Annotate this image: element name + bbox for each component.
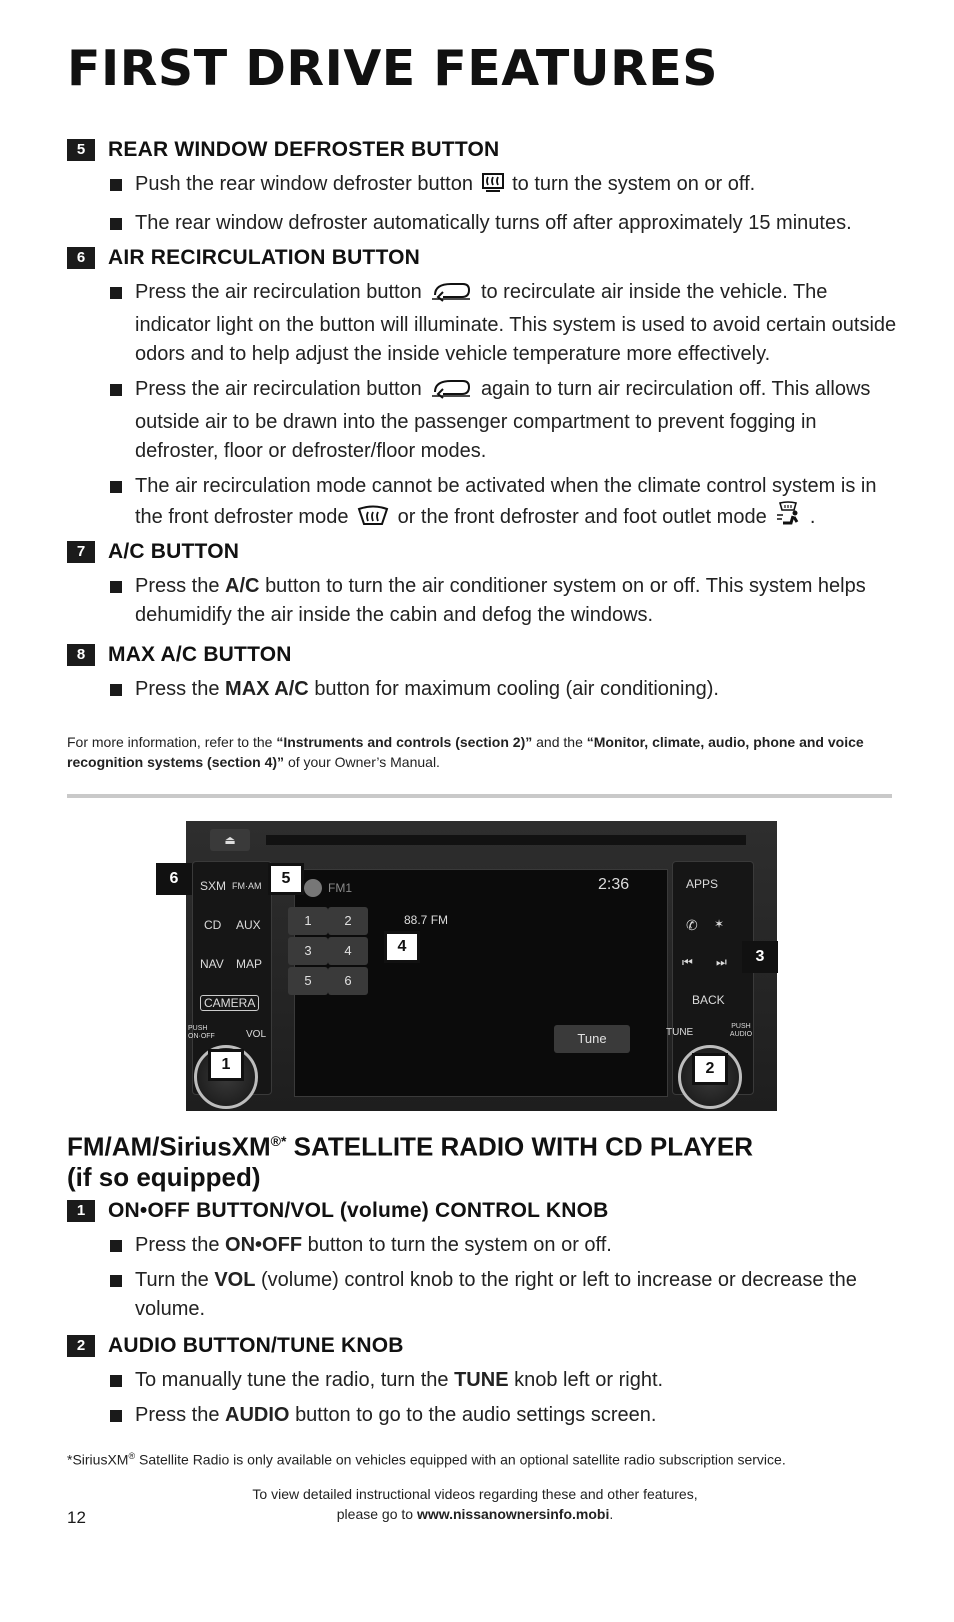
bullet-text: Press the <box>135 1404 220 1426</box>
section-audio-tune <box>67 1332 897 1436</box>
station-display: 88.7 FM <box>404 913 449 927</box>
footnote-text: *SiriusXM <box>67 1451 129 1468</box>
note-text: For more information, refer to the <box>67 734 273 750</box>
bullet-text: Press the air recirculation button <box>135 281 422 303</box>
bullet-square <box>110 1375 122 1387</box>
bullet-text: The rear window defroster automatically turns off after approximately 15 minutes. <box>135 212 852 234</box>
footer-text: please go to <box>336 1506 414 1522</box>
bullet-text: The air recirculation mode cannot be activated when the climate control system is in the front defroster mode <box>135 475 877 528</box>
list-item <box>67 278 897 369</box>
bullet-text: Push the rear window defroster button <box>135 173 473 195</box>
bullet-bold: MAX A/C <box>225 678 309 700</box>
section-badge: 6 <box>67 247 95 269</box>
camera-button[interactable]: CAMERA <box>200 995 259 1011</box>
section-max-ac <box>67 641 897 710</box>
bullet-text: . <box>809 506 816 528</box>
bullet-text: Press the <box>135 575 220 597</box>
page-title: FIRST DRIVE FEATURES <box>67 40 719 97</box>
list-item <box>67 472 897 536</box>
bullet-bold: AUDIO <box>225 1404 290 1426</box>
note-text: and the <box>536 734 583 750</box>
section-badge: 7 <box>67 541 95 563</box>
section-header <box>67 136 897 164</box>
bullet-text: or the front defroster and foot outlet mode <box>397 506 767 528</box>
radio-head-unit-figure <box>169 821 777 1111</box>
preset-4-button[interactable]: 4 <box>328 937 368 965</box>
heading-text: SATELLITE RADIO WITH CD PLAYER <box>286 1131 754 1162</box>
callout-2: 2 <box>692 1053 728 1085</box>
section-badge: 5 <box>67 139 95 161</box>
apps-button[interactable]: APPS <box>686 877 719 891</box>
voice-icon[interactable]: ✶ <box>714 917 725 931</box>
aux-button[interactable]: AUX <box>236 918 261 932</box>
vol-label: VOL <box>246 1029 267 1040</box>
bullet-square <box>110 179 122 191</box>
bullet-square <box>110 384 122 396</box>
list-item <box>67 572 897 630</box>
bullet-text: Press the air recirculation button <box>135 378 422 400</box>
tune-label: TUNE <box>666 1027 694 1038</box>
clock-display: 2:36 <box>598 876 630 893</box>
front-defroster-icon <box>356 505 390 536</box>
bullet-square <box>110 1240 122 1252</box>
bullet-text: again to turn air recirculation off. This allows outside air to be drawn into the passenger compartment to prevent fogging in defroster, floor or defroster/floor modes. <box>135 378 871 462</box>
callout-5: 5 <box>268 863 304 895</box>
list-item <box>67 170 897 203</box>
list-item <box>67 375 897 466</box>
footer-note <box>190 1484 760 1524</box>
list-item <box>67 1266 897 1324</box>
preset-2-button[interactable]: 2 <box>328 907 368 935</box>
radio-section-heading <box>67 1126 897 1192</box>
bullet-square <box>110 581 122 593</box>
list-item <box>67 1366 897 1395</box>
bullet-square <box>110 1275 122 1287</box>
bullet-square <box>110 287 122 299</box>
footer-url-link[interactable]: www.nissanownersinfo.mobi <box>416 1506 610 1522</box>
section-header <box>67 244 897 272</box>
preset-5-button[interactable]: 5 <box>288 967 328 995</box>
eject-button[interactable]: ⏏ <box>210 829 250 851</box>
note-reference: “Monitor, climate, audio, phone and voice recognition systems (section 4)” <box>67 734 864 770</box>
bullet-square <box>110 1410 122 1422</box>
push-audio-label: PUSH AUDIO <box>729 1023 753 1038</box>
radio-heading-line2: (if so equipped) <box>67 1161 261 1192</box>
fm-am-button[interactable]: FM·AM <box>232 881 262 891</box>
nav-button[interactable]: NAV <box>200 957 224 971</box>
bullet-bold: VOL <box>214 1269 256 1291</box>
divider <box>67 794 892 798</box>
seek-back-icon[interactable]: ⏮ <box>682 955 693 969</box>
section-title: AIR RECIRCULATION BUTTON <box>108 246 421 269</box>
bullet-text: (volume) control knob to the right or left to increase or decrease the volume. <box>135 1269 857 1320</box>
band-label: FM1 <box>328 881 352 895</box>
bullet-text: button for maximum cooling (air conditioning). <box>314 678 719 700</box>
bullet-text: button to go to the audio settings screen. <box>295 1404 657 1426</box>
section-title: AUDIO BUTTON/TUNE KNOB <box>108 1334 404 1357</box>
footer-text: . <box>609 1506 614 1522</box>
cd-button[interactable]: CD <box>204 918 222 932</box>
map-button[interactable]: MAP <box>236 957 263 971</box>
section-air-recirculation <box>67 244 897 542</box>
footnote-superscript: ® <box>128 1451 136 1461</box>
bullet-text: button to turn the system on or off. <box>307 1234 612 1256</box>
bullet-square <box>110 481 122 493</box>
section-header <box>67 1197 897 1225</box>
phone-icon[interactable]: ✆ <box>686 917 698 933</box>
section-badge: 8 <box>67 644 95 666</box>
footer-line2 <box>190 1504 760 1524</box>
bullet-bold: TUNE <box>454 1369 509 1391</box>
bullet-square <box>110 684 122 696</box>
rear-defroster-icon <box>481 172 505 203</box>
preset-3-button[interactable]: 3 <box>288 937 328 965</box>
air-recirculation-icon <box>429 377 473 408</box>
heading-superscript: ®* <box>270 1133 287 1149</box>
section-badge: 2 <box>67 1335 95 1357</box>
list-item <box>67 209 897 238</box>
section-header <box>67 1332 897 1360</box>
air-recirculation-icon <box>429 280 473 311</box>
push-on-off-label: PUSH ON·OFF <box>188 1025 215 1040</box>
sirius-footnote <box>67 1446 897 1470</box>
back-button[interactable]: BACK <box>692 993 725 1007</box>
callout-6: 6 <box>156 863 192 895</box>
more-info-note <box>67 732 897 772</box>
callout-3: 3 <box>742 941 778 973</box>
page-number: 12 <box>67 1508 86 1527</box>
preset-1-button[interactable]: 1 <box>288 907 328 935</box>
footnote-text: Satellite Radio is only available on vehicles equipped with an optional satellite radio subscription service. <box>135 1451 786 1468</box>
bullet-text: button to turn the air conditioner system on or off. This system helps dehumidify the air inside the cabin and defog the windows. <box>135 575 866 626</box>
sxm-button[interactable]: SXM <box>200 879 227 893</box>
footer-line1: To view detailed instructional videos regarding these and other features, <box>252 1486 698 1502</box>
radio-heading-line1 <box>67 1126 897 1162</box>
bullet-text: To manually tune the radio, turn the <box>135 1369 449 1391</box>
bullet-text: Press the <box>135 1234 220 1256</box>
section-title: A/C BUTTON <box>108 540 240 563</box>
bullet-text: Press the <box>135 678 220 700</box>
note-text: of your Owner’s Manual. <box>287 754 440 770</box>
cd-slot <box>266 835 746 845</box>
bullet-text: to recirculate air inside the vehicle. The indicator light on the button will illuminate. This system is used to avoid certain outside odors and to help adjust the inside vehicle temperature more effectively. <box>135 281 897 365</box>
section-header <box>67 641 897 669</box>
bullet-text: knob left or right. <box>514 1369 664 1391</box>
bullet-bold: ON•OFF <box>225 1234 303 1256</box>
bullet-text: Turn the <box>135 1269 209 1291</box>
callout-1: 1 <box>208 1049 244 1081</box>
radio-source-icon <box>304 879 322 897</box>
section-title: REAR WINDOW DEFROSTER BUTTON <box>108 138 500 161</box>
defroster-foot-icon <box>774 501 802 536</box>
note-reference: “Instruments and controls (section 2)” <box>276 734 533 750</box>
section-title: MAX A/C BUTTON <box>108 643 292 666</box>
list-item <box>67 1231 897 1260</box>
callout-4: 4 <box>384 931 420 963</box>
section-rear-defroster <box>67 136 897 244</box>
section-ac <box>67 538 897 636</box>
section-badge: 1 <box>67 1200 95 1222</box>
bullet-text: to turn the system on or off. <box>512 173 756 195</box>
preset-6-button[interactable]: 6 <box>328 967 368 995</box>
list-item <box>67 1401 897 1430</box>
bullet-bold: A/C <box>225 575 260 597</box>
section-header <box>67 538 897 566</box>
section-on-off-vol <box>67 1197 897 1330</box>
bullet-square <box>110 218 122 230</box>
heading-text: FM/AM/SiriusXM <box>67 1131 271 1162</box>
section-title: ON•OFF BUTTON/VOL (volume) CONTROL KNOB <box>108 1199 609 1222</box>
seek-forward-icon[interactable]: ⏭ <box>716 955 727 969</box>
list-item <box>67 675 897 704</box>
tune-screen-button[interactable]: Tune <box>554 1025 630 1053</box>
